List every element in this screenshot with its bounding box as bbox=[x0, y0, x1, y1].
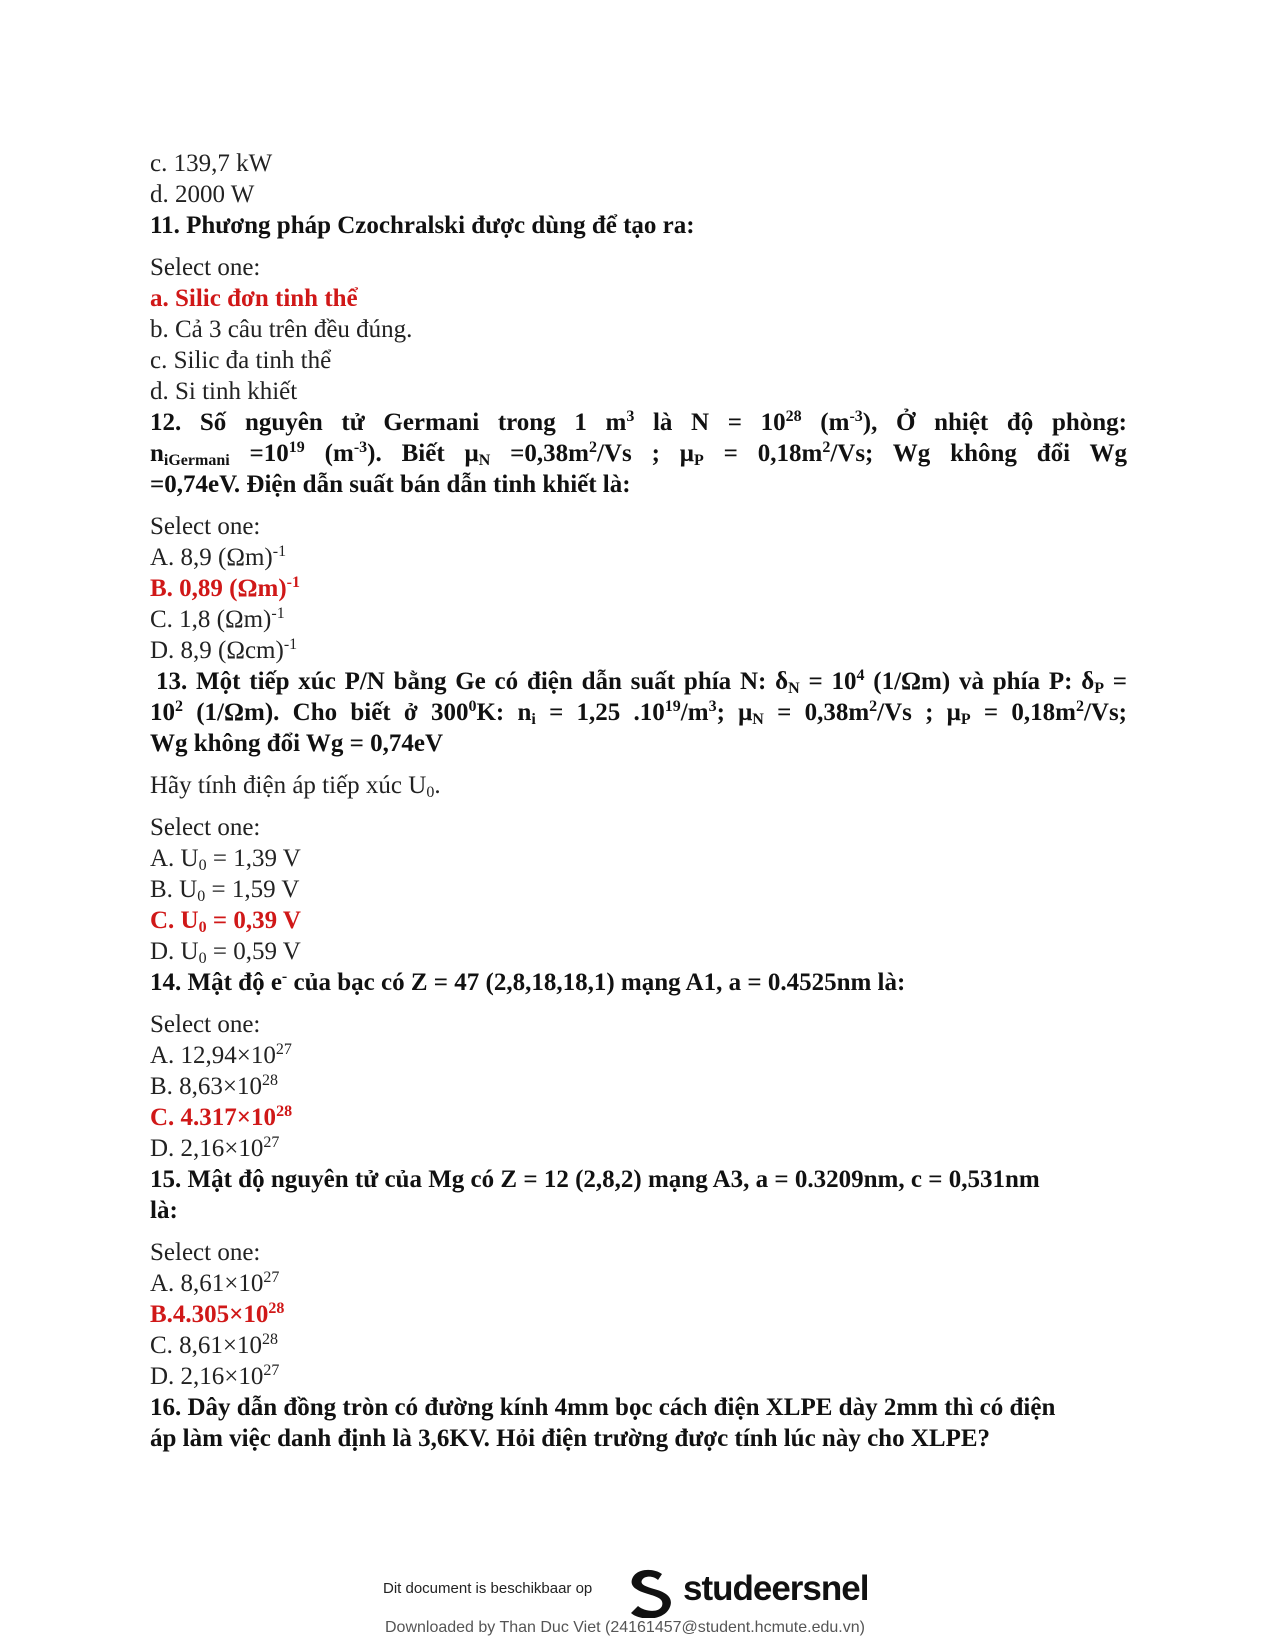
question-11-title: 11. Phương pháp Czochralski được dùng để tạo ra: bbox=[150, 212, 695, 239]
question-13-line-1: 13. Một tiếp xúc P/N bằng Ge có điện dẫn suất phía N: $\delta_N = 10^4$ (1/Ωm) và phía P: $\delta_P$ = bbox=[156, 667, 1127, 697]
select-one-label: Select one: bbox=[150, 814, 261, 841]
q14-option-c-correct: C. $4.317\times 10^{28}$ bbox=[150, 1103, 293, 1131]
select-one-label: Select one: bbox=[150, 254, 261, 281]
studeersnel-logo-icon[interactable] bbox=[624, 1568, 680, 1618]
question-12-line-1: 12. Số nguyên tử Germani trong 1 $m^3$ là $N = 10^{28}$ $(m^{-3})$, Ở nhiệt độ phòng: bbox=[150, 408, 1127, 436]
question-15-line-2: là: bbox=[150, 1197, 178, 1224]
select-one-label: Select one: bbox=[150, 1239, 261, 1266]
q11-option-d: d. Si tinh khiết bbox=[150, 378, 298, 405]
question-13-line-3: Wg không đổi Wg = 0,74eV bbox=[150, 730, 444, 757]
question-13 bbox=[150, 666, 1127, 759]
option-d-carryover: d. 2000 W bbox=[150, 181, 255, 208]
question-13-prompt: Hãy tính điện áp tiếp xúc $U_0$. bbox=[150, 772, 441, 801]
option-c-carryover: c. 139,7 kW bbox=[150, 150, 273, 177]
q12-option-a: A. 8,9 $(\Omega m)^{-1}$ bbox=[150, 543, 287, 571]
q11-option-c: c. Silic đa tinh thể bbox=[150, 347, 332, 374]
q15-option-d: D. $2,16\times 10^{27}$ bbox=[150, 1362, 280, 1390]
select-one-label: Select one: bbox=[150, 513, 261, 540]
q15-option-c: C. $8,61\times 10^{28}$ bbox=[150, 1331, 279, 1359]
question-12-line-3: =0,74eV. Điện dẫn suất bán dẫn tinh khiết là: bbox=[150, 471, 631, 498]
q13-option-d: D. $U_0 = 0,59$ V bbox=[150, 938, 301, 967]
question-12-line-2: $n_{iGermani} =10^{19}$ $(m^{-3})$. Biết $\mu_N =0,38m^2/Vs$ ; $\mu_P = 0,18m^2/Vs$; Wg không đổi Wg bbox=[150, 439, 1128, 469]
question-12 bbox=[150, 407, 1127, 500]
q15-option-a: A. $8,61\times 10^{27}$ bbox=[150, 1269, 280, 1297]
q14-option-b: B. $8,63\times 10^{28}$ bbox=[150, 1072, 279, 1100]
document-page bbox=[150, 148, 1127, 1454]
studeersnel-brand[interactable]: studeersnel bbox=[683, 1569, 869, 1608]
q14-option-d: D. $2,16\times 10^{27}$ bbox=[150, 1134, 280, 1162]
page-footer bbox=[0, 1568, 1275, 1648]
q11-option-b: b. Cả 3 câu trên đều đúng. bbox=[150, 316, 413, 343]
q13-option-b: B. $U_0 = 1,59$ V bbox=[150, 876, 300, 905]
q13-option-a: A. $U_0 = 1,39$ V bbox=[150, 845, 301, 874]
q12-option-d: D. 8,9 $(\Omega cm)^{-1}$ bbox=[150, 636, 298, 664]
footer-available-text: Dit document is beschikbaar op bbox=[383, 1580, 593, 1597]
q15-option-b-correct: $B.4.305\times 10^{28}$ bbox=[150, 1300, 285, 1328]
q12-option-b-correct: B. 0,89 $(\Omega m)^{-1}$ bbox=[150, 574, 300, 602]
question-14-title: 14. Mật độ e- của bạc có Z = 47 (2,8,18,18,1) mạng A1, a = 0.4525nm là: bbox=[150, 968, 906, 996]
footer-downloaded-by: Downloaded by Than Duc Viet (24161457@student.hcmute.edu.vn) bbox=[385, 1619, 865, 1636]
q13-option-c-correct: C. $U_0 = 0,39$ V bbox=[150, 907, 301, 936]
question-15-line-1: 15. Mật độ nguyên tử của Mg có Z = 12 (2,8,2) mạng A3, a = 0.3209nm, c = 0,531nm bbox=[150, 1166, 1040, 1193]
select-one-label: Select one: bbox=[150, 1011, 261, 1038]
question-16-line-2: áp làm việc danh định là 3,6KV. Hỏi điện trường được tính lúc này cho XLPE? bbox=[150, 1425, 991, 1452]
q12-option-c: C. 1,8 $(\Omega m)^{-1}$ bbox=[150, 605, 285, 633]
q14-option-a: A. $12,94\times 10^{27}$ bbox=[150, 1041, 292, 1069]
q11-option-a-correct: a. Silic đơn tinh thể bbox=[150, 285, 358, 312]
question-13-line-2: $10^2$ (1/Ωm). Cho biết ở $300^0K$: $n_i = 1,25$ $.10^{19}/m^3$; $\mu_N = 0,38m^2/Vs$ ; $\mu_P = 0,18m^2/Vs$; bbox=[150, 698, 1127, 728]
question-16-line-1: 16. Dây dẫn đồng tròn có đường kính 4mm bọc cách điện XLPE dày 2mm thì có điện bbox=[150, 1394, 1056, 1421]
